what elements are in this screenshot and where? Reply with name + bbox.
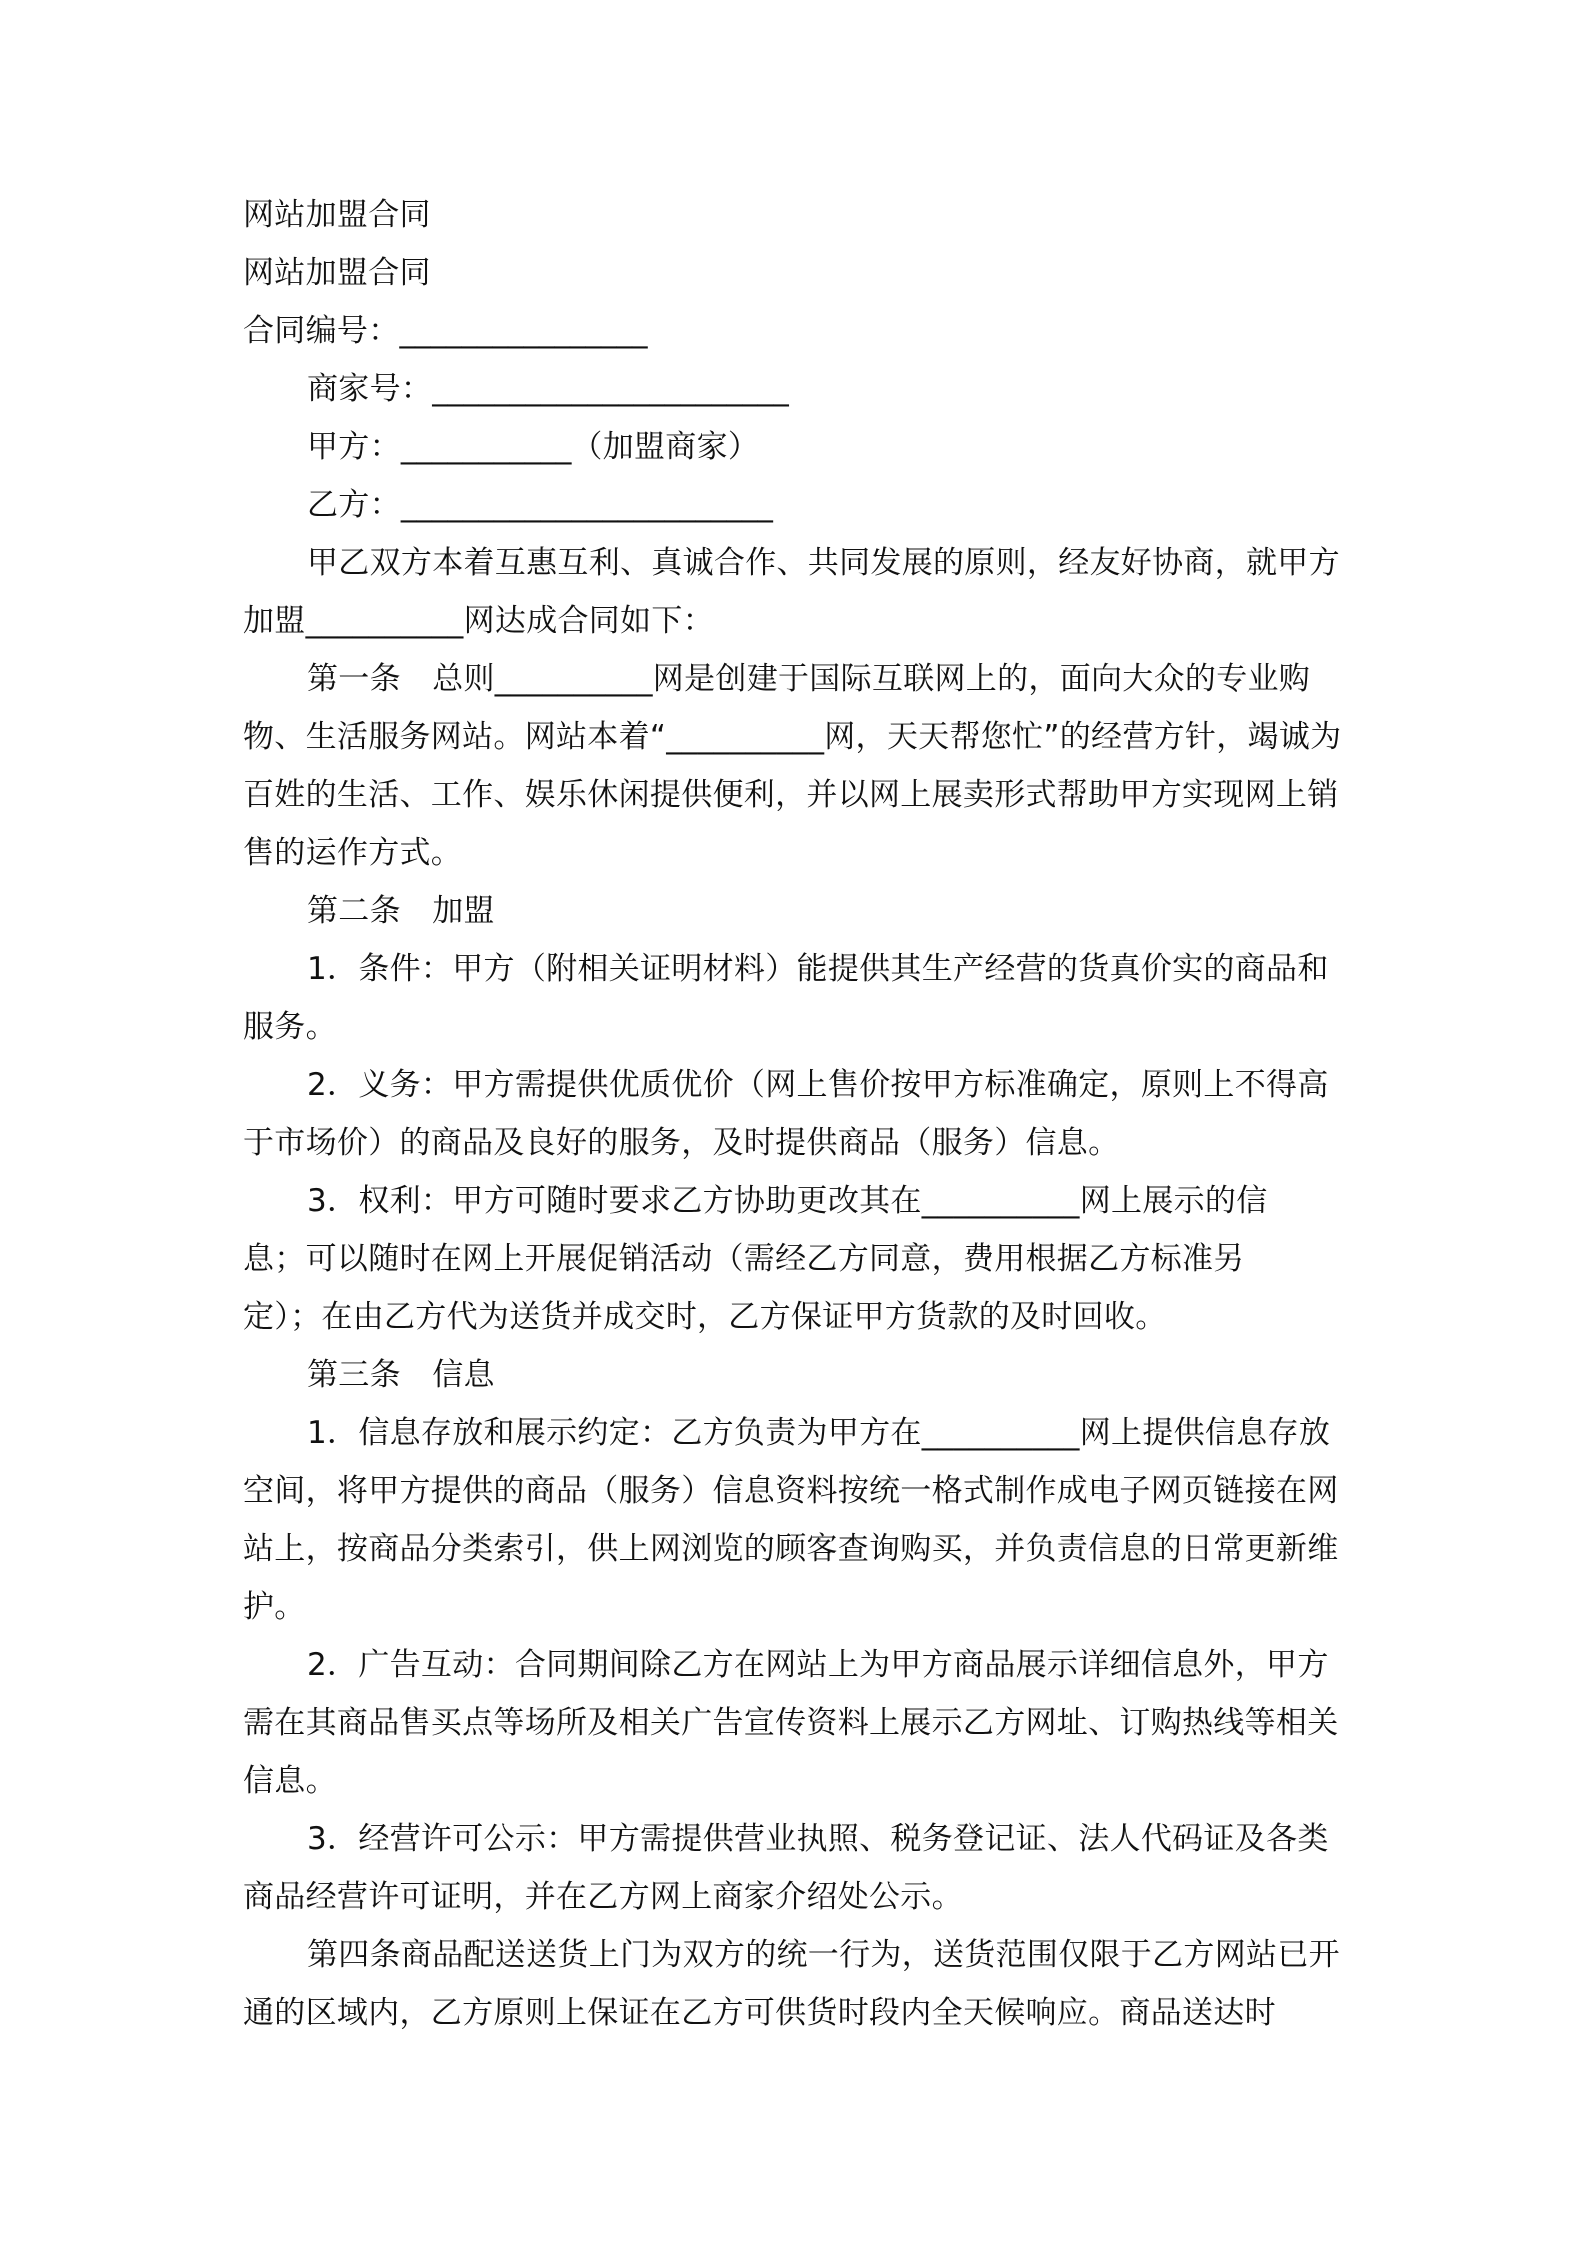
party-a-field (243, 418, 1353, 476)
article-3-item-storage: 1．信息存放和展示约定：乙方负责为甲方在__________网上提供信息存放空间，将甲方提供的商品（服务）信息资料按统一格式制作成电子网页链接在网站上，按商品分类索引，供上网浏览的顾客查询购买，并负责信息的日常更新维护。 (243, 1415, 1339, 1625)
article-2-item-rights (243, 1172, 1353, 1346)
party-b-field (243, 476, 1353, 534)
party-b-label: 乙方： (307, 487, 401, 523)
merchant-number-field (243, 360, 1353, 418)
article-3-item-license: 3．经营许可公示：甲方需提供营业执照、税务登记证、法人代码证及各类商品经营许可证明，并在乙方网上商家介绍处公示。 (243, 1821, 1329, 1915)
article-2-item-rights-line: 息；可以随时在网上开展促销活动（需经乙方同意，费用根据乙方标准另 (243, 1241, 1245, 1277)
document-page (243, 186, 1353, 2042)
party-a-note: （加盟商家） (571, 429, 760, 465)
party-a-blank: ___________ (400, 429, 572, 465)
merchant-number-label: 商家号： (307, 371, 433, 407)
party-b-blank: ________________________ (400, 487, 773, 523)
article-3-heading: 第三条 信息 (307, 1357, 495, 1393)
article-3-item-advertising: 2．广告互动：合同期间除乙方在网站上为甲方商品展示详细信息外，甲方需在其商品售买点等场所及相关广告宣传资料上展示乙方网址、订购热线等相关信息。 (243, 1647, 1339, 1799)
intro-paragraph: 甲乙双方本着互惠互利、真诚合作、共同发展的原则，经友好协商，就甲方加盟__________网达成合同如下： (243, 545, 1340, 639)
party-a-label: 甲方： (307, 429, 401, 465)
document-title: 网站加盟合同 (243, 197, 431, 233)
document-subtitle: 网站加盟合同 (243, 255, 431, 291)
contract-number-blank: ________________ (399, 313, 648, 349)
contract-number-label: 合同编号： (243, 313, 400, 349)
contract-number-field (243, 302, 1353, 360)
article-4-delivery: 第四条商品配送送货上门为双方的统一行为，送货范围仅限于乙方网站已开通的区域内，乙方原则上保证在乙方可供货时段内全天候响应。商品送达时 (243, 1937, 1340, 2031)
article-1-general: 第一条 总则__________网是创建于国际互联网上的，面向大众的专业购物、生活服务网站。网站本着“__________网，天天帮您忙”的经营方针，竭诚为百姓的生活、工作、娱乐休闲提供便利，并以网上展卖形式帮助甲方实现网上销售的运作方式。 (243, 661, 1342, 871)
article-2-item-conditions: 1．条件：甲方（附相关证明材料）能提供其生产经营的货真价实的商品和服务。 (243, 951, 1329, 1045)
article-2-item-rights-line: 3．权利：甲方可随时要求乙方协助更改其在__________网上展示的信 (307, 1183, 1268, 1219)
article-2-item-rights-line: 定）；在由乙方代为送货并成交时，乙方保证甲方货款的及时回收。 (243, 1299, 1167, 1335)
merchant-number-blank: _______________________ (432, 371, 789, 407)
article-2-item-obligations: 2．义务：甲方需提供优质优价（网上售价按甲方标准确定，原则上不得高于市场价）的商品及良好的服务，及时提供商品（服务）信息。 (243, 1067, 1329, 1161)
article-2-heading: 第二条 加盟 (307, 893, 495, 929)
